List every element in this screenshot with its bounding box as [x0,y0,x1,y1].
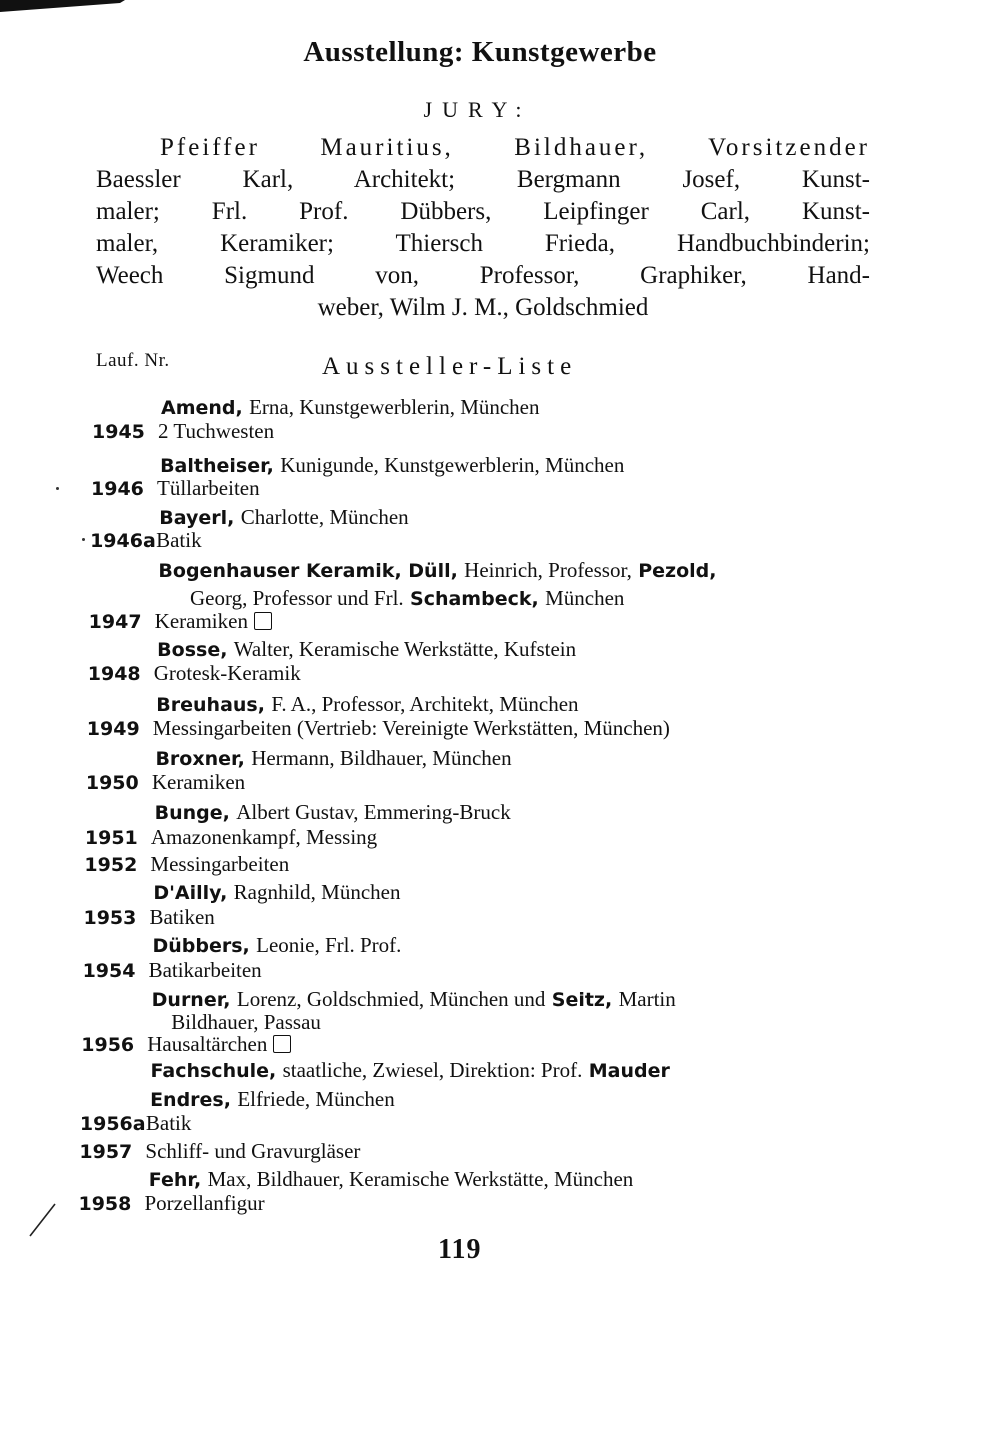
exhibit-entry [83,958,262,983]
entry-description: Messingarbeiten [150,852,290,876]
entry-number: 1946a [90,530,156,552]
exhibitor-detail: Charlotte, München [240,505,409,529]
entry-description: Batik [145,1111,192,1135]
entry-number: 1947 [88,611,142,633]
entry-description: Tüllarbeiten [157,476,260,500]
exhibitor-detail: Walter, Keramische Werkstätte, Kufstein [233,637,577,661]
box-mark-icon [273,1035,291,1053]
exhibit-entry [78,1191,264,1216]
exhibit-entry [80,1111,192,1136]
exhibitor-detail: Georg, Professor und Frl. [189,586,404,610]
exhibitor-name: Baltheiser, [160,455,274,477]
exhibitor-detail: F. A., Professor, Architekt, München [271,692,579,716]
exhibitor-name: Dübbers, [152,935,250,957]
speck [82,538,85,541]
entry-number: 1945 [92,421,145,443]
entry-number: 1948 [87,663,141,685]
entry-description: Keramiken [151,770,246,794]
speck [56,487,59,490]
exhibitor-name: Bayerl, [159,507,235,529]
entry-description: 2 Tuchwesten [158,419,275,443]
jury-line: weber, Wilm J. M., Goldschmied [317,294,649,321]
jury-line: Pfeiffer Mauritius, Bildhauer, Vorsitzender [160,134,870,161]
exhibit-entry [83,905,214,930]
exhibitor-name: Fachschule, [150,1060,277,1082]
entry-description: Batik [156,528,202,552]
entry-description: Messingarbeiten (Vertrieb: Vereinigte Werkstätten, München) [152,716,670,740]
entry-number: 1951 [84,827,138,849]
exhibitor-line [161,395,540,420]
exhibitor-name: Breuhaus, [156,694,265,716]
exhibitor-detail: Elfriede, München [237,1087,395,1111]
exhibitor-line [156,692,578,717]
entry-number: 1949 [86,718,140,740]
jury-line: maler; Frl. Prof. Dübbers, Leipfinger Carl, Kunst- [96,198,870,225]
exhibitor-name: Endres, [150,1089,231,1111]
page-number: 119 [438,1234,482,1265]
jury-line: Baessler Karl, Architekt; Bergmann Josef, Kunst- [96,166,870,193]
exhibit-entry [90,528,202,553]
exhibitor-name: Amend, [161,397,243,419]
exhibitor-detail: Erna, Kunstgewerblerin, München [249,395,540,419]
exhibit-entry [79,1139,360,1164]
exhibitor-continuation [171,1010,321,1034]
entry-number: 1957 [79,1141,133,1163]
entry-number: 1946 [91,478,144,500]
exhibit-entry [86,770,245,795]
exhibitor-detail: München [545,586,625,610]
exhibitor-line [150,1087,395,1112]
box-mark-icon [254,612,272,630]
entry-number: 1952 [84,854,138,876]
exhibit-entry [91,476,260,501]
exhibitor-name: Schambeck, [410,588,539,610]
exhibit-entry [89,609,272,634]
exhibitor-detail: Albert Gustav, Emmering-Bruck [236,800,511,824]
entry-description: Grotesk-Keramik [153,661,301,685]
exhibitor-detail: Hermann, Bildhauer, München [251,746,512,770]
entry-number: 1953 [83,907,137,929]
exhibitor-detail: Martin [618,987,676,1011]
exhibitor-line [152,987,676,1012]
exhibitor-detail: Max, Bildhauer, Keramische Werkstätte, München [207,1167,634,1191]
exhibitor-name: D'Ailly, [153,882,228,904]
exhibit-entry [85,825,377,850]
exhibitor-line [160,453,624,478]
exhibitor-line [153,880,400,905]
exhibitor-name: Mauder [588,1060,670,1082]
exhibitor-list-heading: Aussteller-Liste [322,353,578,380]
exhibitor-detail: Ragnhild, München [233,880,401,904]
exhibitor-line [157,637,576,662]
exhibit-entry [92,419,274,444]
entry-number: 1956 [81,1034,135,1056]
jury-line: Weech Sigmund von, Professor, Graphiker, Hand- [96,262,870,289]
exhibitor-name: Fehr, [148,1169,202,1191]
exhibitor-line [158,558,716,583]
exhibit-entry [81,1032,291,1057]
exhibitor-name: Pezold, [638,560,717,582]
entry-description: Keramiken [154,609,248,633]
exhibitor-name: Seitz, [551,989,613,1011]
entry-description: Batikarbeiten [148,958,262,982]
scan-edge-mark [0,0,125,14]
exhibitor-detail: Lorenz, Goldschmied, München und [236,987,546,1011]
entry-description: Amazonenkampf, Messing [150,825,378,849]
exhibitor-line [149,1167,633,1192]
exhibitor-name: Bosse, [157,639,228,661]
column-label-lauf-nr: Lauf. Nr. [96,350,170,371]
exhibitor-detail: staatliche, Zwiesel, Direktion: Prof. [282,1058,583,1082]
exhibitor-name: Bogenhauser Keramik, Düll, [158,560,458,582]
exhibitor-name: Broxner, [155,748,245,770]
exhibitor-name: Durner, [151,989,231,1011]
entry-number: 1954 [82,960,136,982]
jury-members [96,132,870,324]
exhibitor-detail: Leonie, Frl. Prof. [256,933,402,957]
exhibitor-line [151,1058,670,1083]
exhibitor-line [155,746,511,771]
exhibitor-line [152,933,401,958]
exhibitor-detail: Heinrich, Professor, [464,558,632,582]
entry-number: 1956a [79,1113,146,1135]
exhibit-entry [84,852,289,877]
exhibitor-line [155,800,511,825]
entry-description: Schliff- und Gravurgläser [145,1139,361,1163]
exhibitor-line [159,505,408,530]
exhibitor-detail: Bildhauer, Passau [171,1010,321,1034]
jury-heading: JURY: [423,97,532,122]
entry-number: 1950 [85,772,139,794]
exhibitor-name: Bunge, [154,802,230,824]
entry-description: Porzellanfigur [144,1191,265,1215]
entry-number: 1958 [78,1193,132,1215]
exhibit-entry [88,661,301,686]
entry-description: Hausaltärchen [147,1032,268,1056]
pen-mark [28,1196,58,1238]
jury-line: maler, Keramiker; Thiersch Frieda, Handbuchbinderin; [96,230,870,257]
exhibitor-continuation [190,586,624,611]
entry-description: Batiken [149,905,215,929]
exhibitor-detail: Kunigunde, Kunstgewerblerin, München [280,453,625,477]
page-title: Ausstellung: Kunstgewerbe [303,36,657,68]
exhibit-entry [87,716,670,741]
